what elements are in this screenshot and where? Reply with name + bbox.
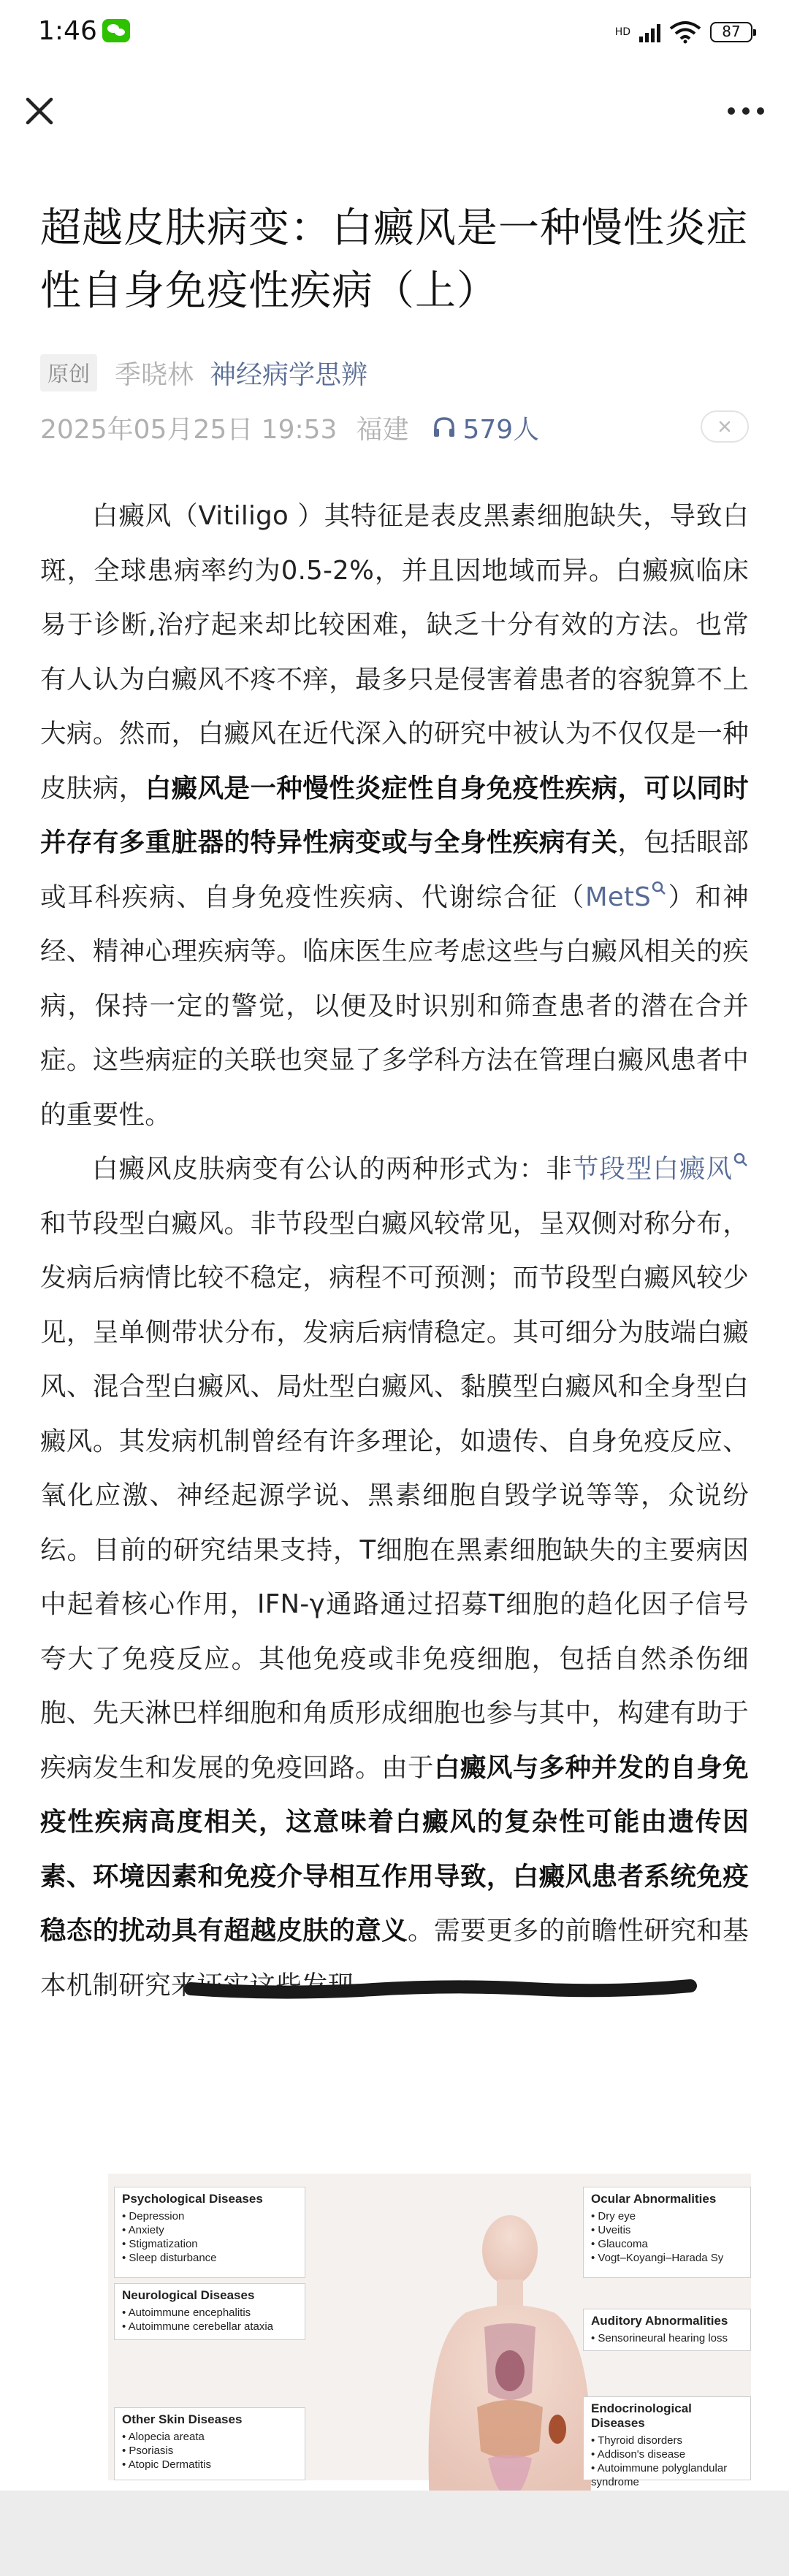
location: 福建 <box>356 414 409 445</box>
figure-box-title: Neurological Diseases <box>122 2288 255 2302</box>
figure-box-item: • Depression <box>122 2210 185 2223</box>
paragraph-1 <box>40 489 749 1142</box>
wifi-icon <box>669 20 701 44</box>
figure-box-item: • Autoimmune polyglandular <box>591 2462 728 2474</box>
listen-button[interactable] <box>432 409 539 446</box>
figure-box-title: Endocrinological Diseases <box>591 2401 692 2430</box>
figure-box-item: • Glaucoma <box>591 2238 648 2250</box>
article-container <box>40 197 749 2013</box>
figure-box-item: • Addison's disease <box>591 2448 686 2461</box>
headphones-icon <box>432 415 457 440</box>
close-button[interactable] <box>18 89 61 133</box>
text-run: 白癜风皮肤病变有公认的两种形式为：非 <box>92 1154 573 1184</box>
status-icons <box>615 18 752 47</box>
figure-box-item: • Anxiety <box>122 2224 164 2236</box>
search-link[interactable] <box>585 882 667 912</box>
status-bar <box>0 0 789 66</box>
search-icon <box>733 1152 749 1168</box>
text-run: ，包括眼部或耳科疾病、自身免疫性疾病、代谢综合征（ <box>40 828 749 912</box>
article-info <box>40 408 749 447</box>
figure-box-title: Ocular Abnormalities <box>591 2192 717 2206</box>
article-meta <box>40 353 749 391</box>
bold-text-run: 白癜风是一种慢性炎症性自身免疫性疾病，可以同时并存有多重脏器的特异性病变或与全身性疾病有关 <box>40 773 750 857</box>
figure-box-item: • Psoriasis <box>122 2445 174 2457</box>
figure-box-item: • Dry eye <box>591 2210 636 2223</box>
original-badge: 原创 <box>40 354 97 391</box>
figure-box-title: Auditory Abnormalities <box>591 2314 728 2328</box>
figure-box-item: • Vogt–Koyangi–Harada Sy <box>591 2252 724 2264</box>
human-body-illustration <box>415 2210 605 2502</box>
search-link-text: 节段型白癜风 <box>572 1154 733 1184</box>
publish-date: 2025年05月25日 19:53 <box>40 414 338 445</box>
figure-box-item: • Sleep disturbance <box>122 2252 217 2264</box>
navigation-bar <box>0 73 789 153</box>
figure-box-item: • Sensorineural hearing loss <box>591 2332 728 2344</box>
figure-box-item: • Uveitis <box>591 2224 631 2236</box>
hand-drawn-underline <box>186 1973 698 2002</box>
search-link-text: MetS <box>584 882 652 912</box>
paragraph-2 <box>40 1142 749 2013</box>
figure-box-item: • Autoimmune encephalitis <box>122 2306 251 2319</box>
article-body <box>40 489 749 2013</box>
figure-box-item: • Atopic Dermatitis <box>122 2458 211 2471</box>
article-figure[interactable] <box>108 2174 751 2488</box>
text-run: 和节段型白癜风。非节段型白癜风较常见，呈双侧对称分布，发病后病情比较不稳定，病程不可预测；而节段型白癜风较少见，呈单侧带状分布，发病后病情稳定。其可细分为肢端白癜风、混合型白癜风、局灶型白癜风、黏膜型白癜风和全身型白癜风。其发病机制曾经有许多理论，如遗传、自身免疫反应、氧化应激、神经起源学说、黑素细胞自毁学说等等，众说纷纭。目前的研究结果支持，T细胞在黑素细胞缺失的主要病因中起着核心作用，IFN-γ通路通过招募T细胞的趋化因子信号夸大了免疫反应。其他免疫或非免疫细胞，包括自然杀伤细胞、先天淋巴样细胞和角质形成细胞也参与其中，构建有助于疾病发生和发展的免疫回路。由于 <box>40 1208 749 1783</box>
psychological-diseases-box <box>114 2187 305 2278</box>
text-run: 白癜风（Vitiligo ）其特征是表皮黑素细胞缺失，导致白斑，全球患病率约为0.5-2%，并且因地域而异。白癜疯临床易于诊断,治疗起来却比较困难，缺乏十分有效的方法。也常有人认为白癜风不疼不痒，最多只是侵害着患者的容貌算不上大病。然而，白癜风在近代深入的研究中被认为不仅仅是一种皮肤病， <box>40 501 749 803</box>
more-icon <box>720 89 771 133</box>
text-run: 。需要更多的前瞻性研究和基本机制研究来证实这些发现。 <box>40 1916 749 2000</box>
text-run: ）和神经、精神心理疾病等。临床医生应考虑这些与白癜风相关的疾病，保持一定的警觉，以便及时识别和筛查患者的潜在合并症。这些病症的关联也突显了多学科方法在管理白癜风患者中的重要性。 <box>40 882 749 1130</box>
hd-label: HD <box>614 26 630 38</box>
wechat-notification-icon <box>102 19 130 42</box>
author-name[interactable]: 季晓林 <box>115 359 194 390</box>
more-options-button[interactable] <box>720 89 771 133</box>
search-link[interactable] <box>573 1154 749 1184</box>
figure-box-title: Other Skin Diseases <box>122 2412 243 2426</box>
battery-icon: 87 <box>710 22 752 42</box>
endocrinological-diseases-box <box>583 2396 751 2488</box>
figure-box-item: • Stigmatization <box>122 2238 198 2250</box>
auditory-abnormalities-box <box>583 2309 751 2351</box>
bottom-bar <box>0 2491 789 2576</box>
dismiss-button[interactable] <box>701 410 749 443</box>
status-time: 1:46 <box>38 16 97 46</box>
listen-count: 579人 <box>462 414 540 445</box>
figure-box-item: • Alopecia areata <box>122 2431 205 2443</box>
bold-text-run: 白癜风与多种并发的自身免疫性疾病高度相关，这意味着白癜风的复杂性可能由遗传因素、环境因素和免疫介导相互作用导致，白癜风患者系统免疫稳态的扰动具有超越皮肤的意义 <box>40 1752 749 1946</box>
article-title: 超越皮肤病变：白癜风是一种慢性炎症性自身免疫性疾病（上） <box>40 205 748 315</box>
figure-box-item: • Thyroid disorders <box>591 2434 683 2447</box>
other-skin-diseases-box <box>114 2407 305 2480</box>
figure-box-item: • Autoimmune cerebellar ataxia <box>122 2320 274 2333</box>
signal-icon <box>639 22 660 42</box>
figure-box-item: syndrome <box>591 2476 639 2488</box>
close-icon <box>18 89 61 133</box>
figure-box-title: Psychological Diseases <box>122 2192 263 2206</box>
ocular-abnormalities-box <box>583 2187 751 2278</box>
close-small-icon <box>702 412 747 441</box>
account-name-link[interactable]: 神经病学思辨 <box>210 359 368 390</box>
search-icon <box>651 880 667 896</box>
neurological-diseases-box <box>114 2283 305 2340</box>
